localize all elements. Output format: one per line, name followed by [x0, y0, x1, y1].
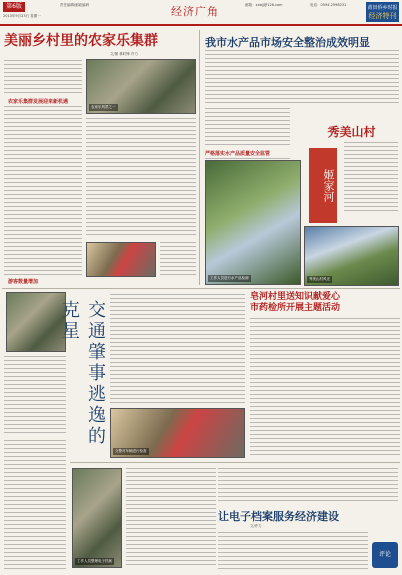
article-6-caption: 工作人员整理电子档案 [77, 559, 112, 563]
article-3-photo [304, 226, 399, 286]
editor-line: 责任编辑/邮政编码 [60, 3, 90, 7]
article-1-body-2 [4, 106, 82, 276]
section-title: 经济广角 [171, 5, 219, 18]
article-1-body [4, 60, 82, 96]
logo-bottom-text: 经济特刊 [368, 12, 397, 20]
article-1-photo-2 [86, 242, 156, 277]
article-3 [304, 108, 399, 288]
row-divider-2 [70, 462, 400, 463]
article-5 [250, 292, 400, 314]
article-5-title-1: 皂河村里送知识献爱心 [250, 292, 341, 302]
article-3-body [344, 142, 398, 212]
contact-phone: 电话：0594-2598231 [310, 3, 347, 7]
article-3-title-1: 秀美山村 [327, 125, 376, 139]
date-line: 2013年9月23日 星期一 [3, 14, 41, 18]
article-2-body-2 [205, 108, 290, 148]
article-5-title-2: 市药检所开展主题活动 [250, 303, 341, 313]
comment-badge: 评论 [372, 542, 398, 568]
article-4-caption: 交警对车辆进行检查 [115, 449, 147, 453]
article-6-title: 让电子档案服务经济建设 [218, 510, 339, 523]
newspaper-logo [366, 2, 399, 22]
article-2-photo [205, 160, 301, 285]
article-6-body-3 [218, 532, 368, 570]
article-6-body [126, 468, 216, 568]
article-4-body [110, 294, 245, 404]
column-divider [199, 30, 200, 285]
article-1-sub2: 游客数量增加 [8, 279, 39, 285]
article-6-photo [72, 468, 122, 568]
article-4-body-left [4, 356, 66, 436]
article-1-body-3 [86, 118, 196, 238]
article-4-body-left-2 [4, 440, 66, 570]
article-2-body [205, 50, 399, 105]
article-6-body-2 [218, 468, 398, 504]
article-1-byline: 文/图 林时锋 许力 [110, 52, 138, 56]
page-number-badge: 第6版 [3, 2, 25, 12]
article-3-caption: 秀美山村风光 [309, 277, 330, 281]
article-5-body [250, 318, 400, 458]
article-4-title: 交通肇事逃逸的克星 [59, 300, 106, 447]
article-1-sub1: 农家乐集群发展迎来新机遇 [8, 99, 69, 105]
article-2-title: 我市水产品市场安全整治成效明显 [205, 36, 370, 49]
article-3-title-2: 姬家河 [309, 148, 337, 223]
logo-top-text: 莆田侨乡时报 [367, 5, 398, 11]
article-6-byline: 文/许力 [250, 524, 262, 528]
row-divider [2, 288, 400, 289]
article-4-photo [110, 408, 245, 458]
contact-email: 邮箱：xxbjj@126.com [245, 3, 283, 7]
article-2-caption: 工作人员进行水产品检测 [210, 276, 249, 280]
article-1-body-4 [160, 242, 196, 277]
article-1-photo [86, 59, 196, 114]
article-1-title: 美丽乡村里的农家乐集群 [4, 33, 158, 49]
article-2-sub: 严格落实水产品质量安全监管 [205, 151, 271, 157]
article-1-caption: 农家乐风景之一 [91, 105, 116, 109]
